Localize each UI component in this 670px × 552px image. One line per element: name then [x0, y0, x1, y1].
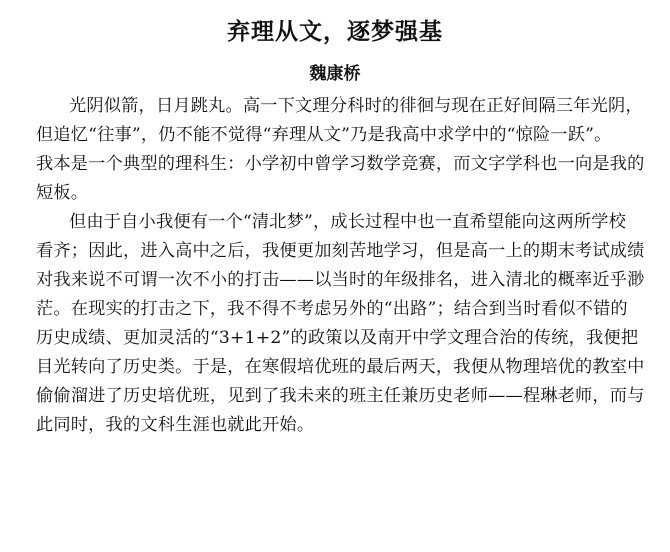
paragraph-line: 光阴似箭，日月跳丸。高一下文理分科时的徘徊与现在正好间隔三年光阴，: [69, 96, 643, 116]
document-title: 弃理从文，逐梦强基: [227, 18, 443, 45]
paragraph: [36, 92, 662, 208]
paragraph-line: 但追忆“往事”，仍不能不觉得“弃理从文”乃是我高中求学中的“惊险一跃”。: [36, 125, 612, 145]
paragraph-line: 但由于自小我便有一个“清北梦”，成长过程中也一直希望能向这两所学校: [69, 212, 626, 232]
paragraph-line: 此同时，我的文科生涯也就此开始。: [36, 415, 315, 435]
paragraph-line: 茫。在现实的打击之下，我不得不考虑另外的“出路”；结合到当时看似不错的: [36, 299, 628, 319]
author-name: 魏康桥: [309, 64, 361, 84]
paragraph: [36, 208, 662, 440]
paragraph-line: 目光转向了历史类。于是，在寒假培优班的最后两天，我便从物理培优的教室中: [36, 357, 645, 377]
paragraph-line: 看齐；因此，进入高中之后，我便更加刻苦地学习，但是高一上的期末考试成绩: [36, 241, 645, 261]
paragraph-line: 我本是一个典型的理科生：小学初中曾学习数学竞赛，而文字学科也一向是我的: [36, 154, 645, 174]
document-body: [36, 92, 662, 440]
paragraph-line: 短板。: [36, 183, 89, 203]
paragraph-line: 历史成绩、更加灵活的“3+1+2”的政策以及南开中学文理合治的传统，我便把: [36, 328, 639, 348]
paragraph-line: 偷偷溜进了历史培优班，见到了我未来的班主任兼历史老师——程琳老师，而与: [36, 386, 645, 406]
paragraph-line: 对我来说不可谓一次不小的打击——以当时的年级排名，进入清北的概率近乎渺: [36, 270, 645, 290]
